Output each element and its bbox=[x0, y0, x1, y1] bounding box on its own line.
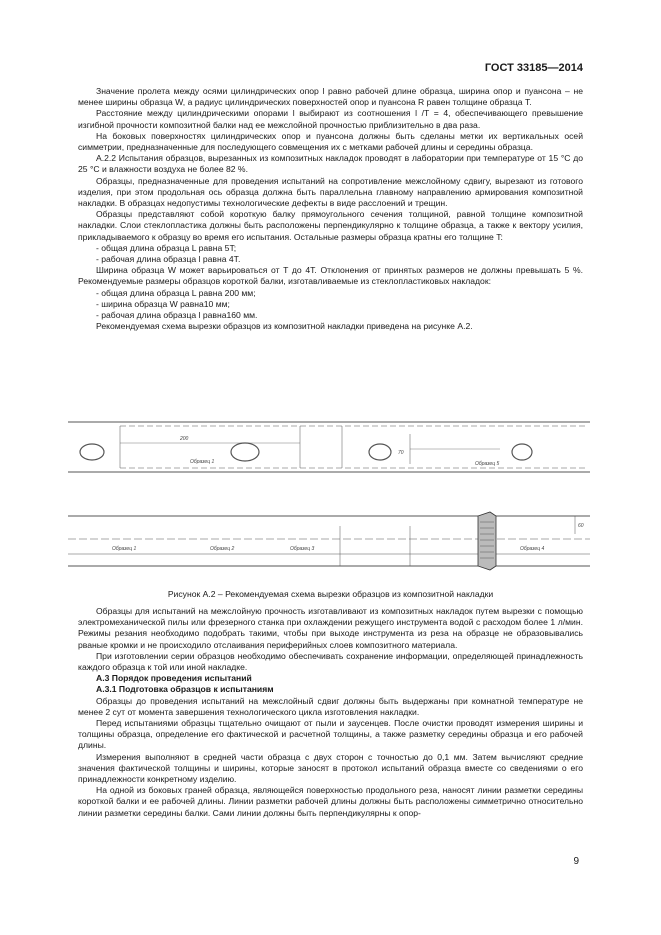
hole-2 bbox=[231, 443, 259, 461]
paragraph: На боковых поверхностях цилиндрических опор и пуансона должны быть сделаны метки их вертикальных осей симметрии, предназначенные для последующего совмещения их с метками рабочей длины и середины образца. bbox=[78, 130, 583, 153]
paragraph: Ширина образца W может варьироваться от T до 4T. Отклонения от принятых размеров не должны превышать 5 %. Рекомендуемые размеры образцов короткой балки, изготавливаемые из стеклопластиковых накладок: bbox=[78, 265, 583, 287]
text-block-top bbox=[78, 86, 583, 332]
paragraph: А.2.2 Испытания образцов, вырезанных из композитных накладок проводят в лаборатории при температуре от 15 °С до 25 °С и влажности воздуха не более 82 %. bbox=[78, 153, 583, 175]
text-block-bottom bbox=[78, 606, 583, 819]
paragraph: - общая длина образца L равна 5T; bbox=[96, 242, 237, 253]
sample-label-2: Образец 2 bbox=[210, 546, 235, 552]
dim-label-70: 70 bbox=[398, 450, 404, 456]
figure-cutting-scheme bbox=[0, 404, 661, 584]
document-number: ГОСТ 33185—2014 bbox=[484, 62, 583, 74]
paragraph: А.3.1 Подготовка образцов к испытаниям bbox=[96, 684, 274, 695]
side-view bbox=[68, 512, 590, 570]
paragraph: Измерения выполняют в средней части образца с двух сторон с точностью до 0,1 мм. Затем вычисляют средние значения фактической толщины и ширины, которые заносят в протокол испытаний образца вместе со сведениями о его принадлежности конкретному изделию. bbox=[78, 751, 583, 785]
dim-label-200: 200 bbox=[180, 436, 189, 442]
paragraph: - рабочая длина образца l равна 4T. bbox=[96, 254, 241, 265]
dim-label-60: 60 bbox=[578, 523, 584, 529]
figure-caption: Рисунок А.2 – Рекомендуемая схема вырезки образцов из композитной накладки bbox=[167, 589, 494, 599]
hole-4 bbox=[512, 444, 532, 460]
paragraph: Образцы до проведения испытаний на межслойный сдвиг должны быть выдержаны при комнатной температуре не менее 2 сут от момента завершения технологического цикла изготовления накладки. bbox=[78, 695, 583, 717]
paragraph: Образцы, предназначенные для проведения испытаний на сопротивление межслойному сдвигу, вырезают из готового изделия, при этом продольная ось образца должна быть параллельна главному направлению армирования композитной накладки. В образцах недопустимы технологические дефекты в виде расслоений и трещин. bbox=[78, 175, 583, 209]
sample-label-3: Образец 3 bbox=[290, 546, 315, 552]
hole-3 bbox=[369, 444, 391, 460]
paragraph: - общая длина образца L равна 200 мм; bbox=[96, 287, 256, 298]
paragraph: Значение пролета между осями цилиндрических опор l равно рабочей длине образца, ширина опор и пуансона – не менее ширины образца W, а радиус цилиндрических поверхностей опор и пуансона R равен толщине образца T. bbox=[78, 86, 583, 108]
paragraph: А.3 Порядок проведения испытаний bbox=[96, 673, 252, 684]
sample-label-1-top: Образец 1 bbox=[190, 459, 215, 465]
cross-section bbox=[478, 512, 496, 570]
top-view bbox=[68, 422, 590, 472]
paragraph: При изготовлении серии образцов необходимо обеспечивать сохранение информации, определяющей принадлежность каждого образца к той или иной накладке. bbox=[78, 650, 583, 673]
page-number: 9 bbox=[573, 856, 579, 867]
sample-label-4: Образец 4 bbox=[520, 546, 545, 552]
paragraph: Рекомендуемая схема вырезки образцов из композитной накладки приведена на рисунке А.2. bbox=[96, 321, 473, 332]
paragraph: Перед испытаниями образцы тщательно очищают от пыли и заусенцев. После очистки проводят измерения ширины и толщины образца, определение его фактической и расчетной толщины, а также разметку середины образца и его рабочей длины. bbox=[78, 718, 583, 751]
paragraph: На одной из боковых граней образца, являющейся поверхностью продольного реза, наносят линии разметки середины короткой балки и ее рабочей длины. Линии разметки рабочей длины должны быть расположены симметрично относительно линии разметки середины балки. Сами линии должны быть перпендикулярны к опор- bbox=[78, 785, 583, 818]
paragraph: Расстояние между цилиндрическими опорами l выбирают из соотношения l /T = 4, обеспечивающего превышение изгибной прочности композитной балки над ее межслойной прочностью приблизительно в два раза. bbox=[78, 108, 583, 130]
paragraph: - рабочая длина образца l равна160 мм. bbox=[96, 310, 258, 321]
paragraph: - ширина образца W равна10 мм; bbox=[96, 298, 230, 309]
paragraph: Образцы для испытаний на межслойную прочность изготавливают из композитных накладок путем вырезки с помощью электромеханической пилы или фрезерного станка при охлаждении режущего инструмента водой с расходом более 1 л/мин. Режимы резания необходимо подобрать такими, чтобы при выходе инструмента из реза на образце не образовывались рваные кромки и не происходило отслаивания периферийных слоев композитного материала. bbox=[78, 606, 583, 650]
hole-1 bbox=[80, 444, 104, 460]
sample-label-1: Образец 1 bbox=[112, 546, 137, 552]
sample-label-5-top: Образец 5 bbox=[475, 461, 500, 467]
paragraph: Образцы представляют собой короткую балку прямоугольного сечения толщиной, равной толщине композитной накладки. Слои стеклопластика должны быть расположены перпендикулярно к толщине образца, а также к вектору усилия, прикладываемого к образцу во время его испытания. Остальные размеры образца кратны его толщине T: bbox=[78, 209, 583, 242]
